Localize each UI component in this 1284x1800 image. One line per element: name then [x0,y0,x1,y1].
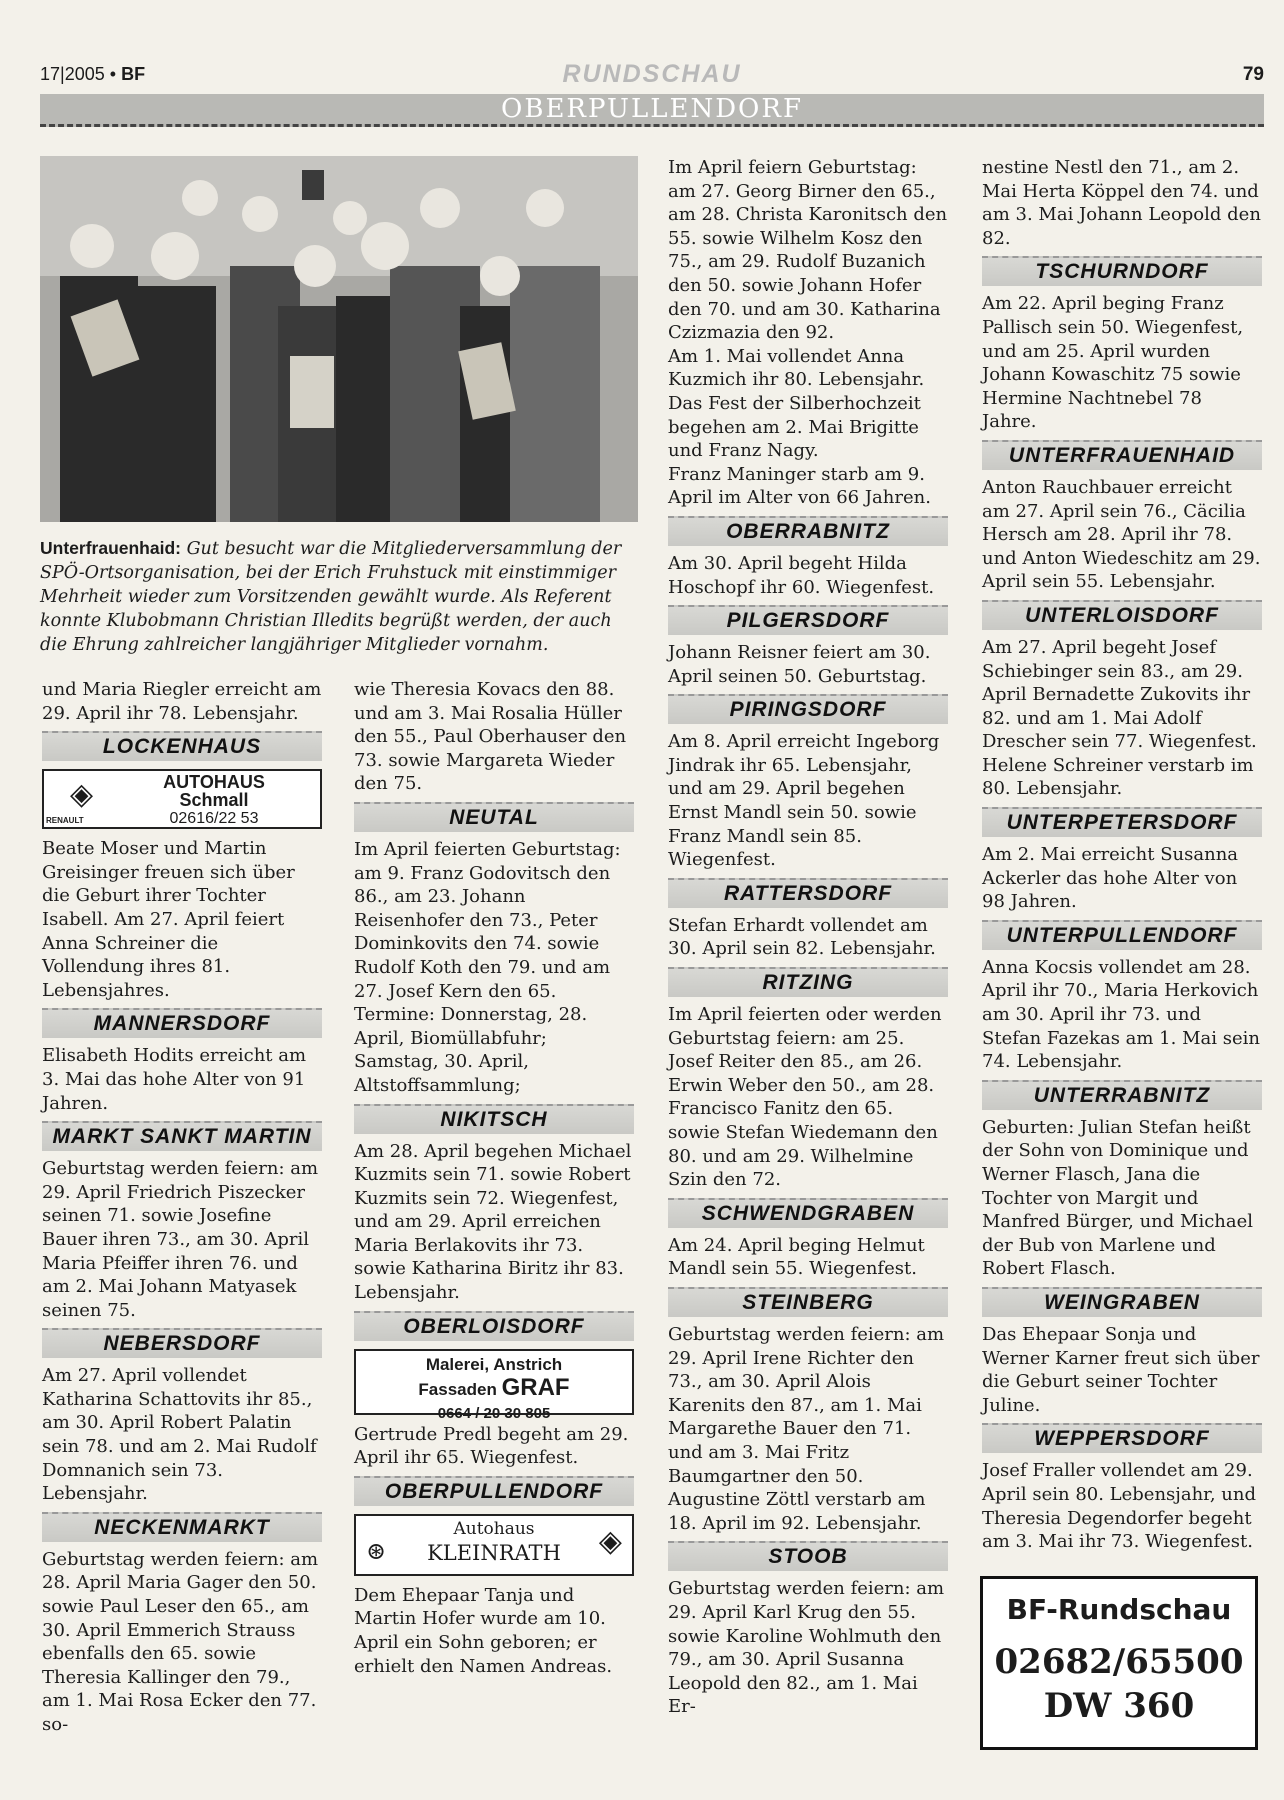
contact-box [980,1576,1258,1750]
heading-weingraben: WEINGRABEN [982,1287,1262,1317]
ad-malerei-graf [354,1349,634,1422]
ad-phone: 0664 / 20 30 805 [437,1404,551,1422]
article-text: Am 28. April begehen Michael Kuzmits sein 71. sowie Robert Kuzmits sein 72. Wiegenfest, und am 29. April erreichen Maria Berlakovits ihr 73. sowie Katharina Biritz ihr 83. Lebensjahr. [354,1140,632,1304]
heading-nikitsch: NIKITSCH [354,1104,634,1134]
ad-line: Malerei, Anstrich [425,1354,563,1374]
article-text: Am 24. April beging Helmut Mandl sein 55. Wiegenfest. [668,1234,925,1280]
section-title: OBERPULLENDORF [501,94,803,124]
heading-oberrabnitz: OBERRABNITZ [668,516,948,546]
article-text: Am 30. April begeht Hilda Hoschopf ihr 60. Wiegenfest. [668,552,935,598]
article-text: Geburtstag werden feiern: am 28. April Maria Gager den 50. sowie Paul Leser den 65., am 30. April Emmerich Strauss ebenfalls den 65. sowie Theresia Kallinger den 79., am 1. Mai Rosa Ecker den 77. so- [42,1548,319,1735]
heading-neckenmarkt: NECKENMARKT [42,1512,322,1542]
article-text: Im April feiern Geburtstag: am 27. Georg Birner den 65., am 28. Christa Karonitsch den 55. sowie Wilhelm Kosz den 75., am 29. Rudolf Buzanich den 50. sowie Johann Hofer den 70. und am 30. Katharina Czizmazia den 92. [668,157,948,344]
article-text: Im April feierten oder werden Geburtstag feiern: am 25. Josef Reiter den 85., am 26. Erwin Weber den 50., am 28. Francisco Fanitz den 65. sowie Stefan Wiedemann den 80. und am 29. Wilhelmine Szin den 72. [668,1004,942,1191]
issue-number: 17|2005 • BF [40,64,146,84]
renault-logo-icon: ◈ [598,1523,622,1559]
article-text: Das Fest der Silberhochzeit begehen am 2. Mai Brigitte und Franz Nagy. [668,392,921,462]
ad-autohaus-kleinrath [354,1514,634,1576]
article-text: Am 27. April begeht Josef Schiebinger sein 83., am 29. April Bernadette Zukovits ihr 82. und am 1. Mai Adolf Drescher sein 77. Wiegenfest. [982,636,1257,753]
ad-line: Schmall [179,790,249,811]
heading-weppersdorf: WEPPERSDORF [982,1423,1262,1453]
article-text: und Maria Riegler erreicht am 29. April ihr 78. Lebensjahr. [42,679,322,724]
article-text: Gertrude Predl begeht am 29. April ihr 65. Wiegenfest. [354,1423,629,1469]
heading-neutal: NEUTAL [354,802,634,832]
column-3 [668,156,948,1719]
page-number: 79 [1242,64,1264,85]
article-text: Am 22. April beging Franz Pallisch sein 50. Wiegenfest, und am 25. April wurden Johann Kowaschitz 75 sowie Hermine Nachtnebel 78 Jahre. [982,293,1244,433]
ad-line: KLEINRATH [427,1540,561,1565]
article-text: Helene Schreiner verstarb im 80. Lebensjahr. [982,754,1254,800]
department-title: RUNDSCHAU [562,60,742,88]
article-text: Dem Ehepaar Tanja und Martin Hofer wurde am 10. April ein Sohn geboren; er erhielt den Namen Andreas. [354,1584,613,1677]
heading-pilgersdorf: PILGERSDORF [668,605,948,635]
article-text: wie Theresia Kovacs den 88. und am 3. Mai Rosalia Hüller den 55., Paul Oberhauser den 73. sowie Margareta Wieder den 75. [354,679,627,795]
heading-unterloisdorf: UNTERLOISDORF [982,600,1262,630]
article-text: Am 1. Mai vollendet Anna Kuzmich ihr 80. Lebensjahr. [668,345,925,391]
renault-logo-icon: ◈ [70,778,94,812]
column-4 [982,156,1262,1554]
contact-extension: DW 360 [1043,1686,1195,1726]
heading-rattersdorf: RATTERSDORF [668,878,948,908]
ad-line: AUTOHAUS [163,772,265,793]
article-text: Termine: Donnerstag, 28. April, Biomüllabfuhr; Samstag, 30. April, Altstoffsammlung; [354,1004,588,1096]
ad-brand: RENAULT [46,816,84,826]
article-text: Am 2. Mai erreicht Susanna Ackerler das hohe Alter von 98 Jahren. [982,844,1239,913]
heading-tschurndorf: TSCHURNDORF [982,256,1262,286]
column-1 [42,678,322,1737]
mazda-logo-icon: ⊛ [366,1536,387,1565]
heading-unterfrauenhaid: UNTERFRAUENHAID [982,440,1262,470]
article-text: Elisabeth Hodits erreicht am 3. Mai das hohe Alter von 91 Jahren. [42,1045,307,1114]
article-text: Anna Kocsis vollendet am 28. April ihr 70., Maria Herkovich am 30. April ihr 73. und Stefan Fazekas am 1. Mai sein 74. Lebensjahr. [982,956,1260,1073]
contact-phone: 02682/65500 [994,1642,1244,1682]
heading-unterpetersdorf: UNTERPETERSDORF [982,807,1262,837]
ad-name: GRAF [501,1374,570,1402]
heading-piringsdorf: PIRINGSDORF [668,694,948,724]
section-banner [40,94,1264,127]
ad-autohaus-schmall [42,769,322,829]
heading-stoob: STOOB [668,1541,948,1571]
article-text: Geburtstag werden feiern: am 29. April Friedrich Piszecker seinen 71. sowie Josefine Bauer ihren 73., am 30. April Maria Pfeiffer ihren 76. und am 2. Mai Johann Matyasek seinen 75. [42,1158,319,1321]
article-text: Das Ehepaar Sonja und Werner Karner freut sich über die Geburt seiner Tochter Juline. [982,1323,1260,1416]
heading-lockenhaus: LOCKENHAUS [42,731,322,761]
article-text: Johann Reisner feiert am 30. April seinen 50. Geburtstag. [668,642,931,687]
heading-steinberg: STEINBERG [668,1287,948,1317]
photo-caption: Unterfrauenhaid: Gut besucht war die Mitgliederversammlung der SPÖ-Ortsorganisation, bei der Erich Fruhstuck mit einstimmiger Mehrheit wieder zum Vorsitzenden gewählt wurde. Als Referent konnte Klubobmann Christian Illedits begrüßt werden, der auch die Ehrung zahlreicher langjähriger Mitglieder vornahm. [40,538,622,655]
article-text: Stefan Erhardt vollendet am 30. April sein 82. Lebensjahr. [668,914,936,960]
article-text: Geburtstag werden feiern: am 29. April Karl Krug den 55. sowie Karoline Wohlmuth den 79., am 30. April Susanna Leopold den 82., am 1. Mai Er- [668,1578,945,1718]
article-text: Anton Rauchbauer erreicht am 27. April sein 76., Cäcilia Hersch am 28. April ihr 78. und Anton Wiedeschitz am 29. April sein 55. Lebensjahr. [982,476,1261,593]
heading-oberpullendorf: OBERPULLENDORF [354,1476,634,1506]
column-2 [354,678,634,1678]
article-text: Franz Maninger starb am 9. April im Alter von 66 Jahren. [668,463,931,509]
heading-unterpullendorf: UNTERPULLENDORF [982,920,1262,950]
heading-oberloisdorf: OBERLOISDORF [354,1311,634,1341]
heading-ritzing: RITZING [668,967,948,997]
heading-unterrabnitz: UNTERRABNITZ [982,1080,1262,1110]
heading-mannersdorf: MANNERSDORF [42,1008,322,1038]
article-text: Am 8. April erreicht Ingeborg Jindrak ihr 65. Lebensjahr, und am 29. April begehen Ernst Mandl sein 50. sowie Franz Mandl sein 85. Wiegenfest. [668,731,940,871]
article-text: Geburten: Julian Stefan heißt der Sohn von Dominique und Werner Flasch, Jana die Tochter von Margit und Manfred Bürger, und Michael der Bub von Marlene und Robert Flasch. [982,1116,1254,1280]
heading-nebersdorf: NEBERSDORF [42,1328,322,1358]
ad-phone: 02616/22 53 [169,810,259,828]
ad-line: Autohaus [453,1518,535,1539]
group-photo [40,156,638,522]
article-text: Im April feierten Geburtstag: am 9. Franz Godovitsch den 86., am 23. Johann Reisenhofer den 73., Peter Dominkovits den 74. sowie Rudolf Koth den 79. und am 27. Josef Kern den 65. [354,838,621,1002]
article-text: Geburtstag werden feiern: am 29. April Irene Richter den 73., am 30. April Alois Karenits den 87., am 1. Mai Margarethe Bauer den 71. und am 3. Mai Fritz Baumgartner den 50. [668,1323,945,1487]
contact-name: BF-Rundschau [1006,1593,1232,1626]
heading-schwendgraben: SCHWENDGRABEN [668,1198,948,1228]
ad-line: Fassaden [418,1380,497,1400]
article-text: Augustine Zöttl verstarb am 18. April im 92. Lebensjahr. [668,1489,926,1534]
article-text: Josef Fraller vollendet am 29. April sein 80. Lebensjahr, und Theresia Degendorfer begeht am 3. Mai ihr 73. Wiegenfest. [982,1460,1256,1553]
article-text: Beate Moser und Martin Greisinger freuen sich über die Geburt ihrer Tochter Isabell. Am 27. April feiert Anna Schreiner die Vollendung ihres 81. Lebensjahres. [42,838,295,1001]
article-text: Am 27. April vollendet Katharina Schattovits ihr 85., am 30. April Robert Palatin sein 78. und am 2. Mai Rudolf Domnanich sein 73. Lebensjahr. [42,1365,317,1505]
article-text: nestine Nestl den 71., am 2. Mai Herta Köppel den 74. und am 3. Mai Johann Leopold den 82. [982,157,1261,249]
heading-markt-sankt-martin: MARKT SANKT MARTIN [42,1121,322,1151]
